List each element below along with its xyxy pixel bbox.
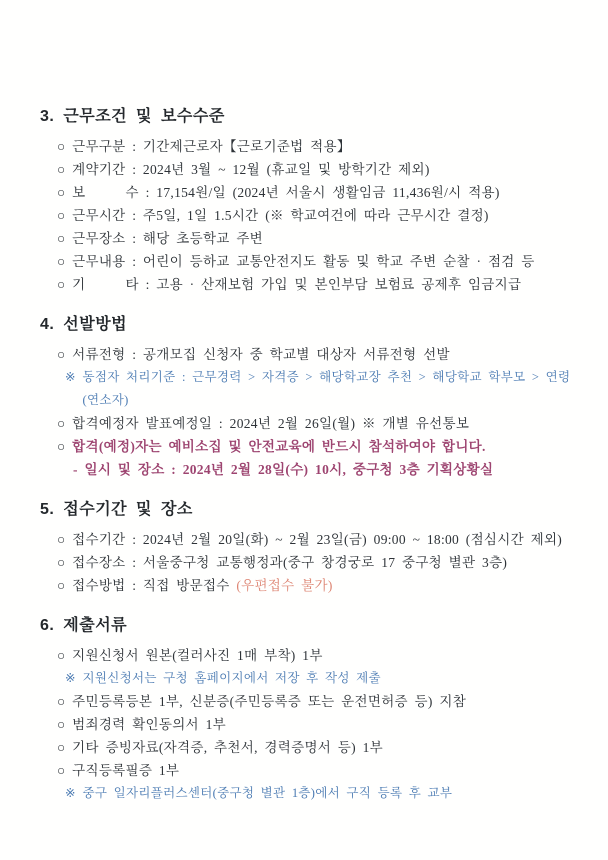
- line-text: 접수장소 : 서울중구청 교통행정과(중구 창경궁로 17 중구청 별관 3층): [72, 555, 508, 570]
- doc-line: [57, 181, 584, 204]
- doc-note-line: [65, 782, 584, 805]
- circle-bullet-icon: ○: [57, 162, 66, 177]
- section-title: 5. 접수기간 및 장소: [40, 501, 193, 518]
- doc-line: [57, 551, 584, 574]
- line-text: 구직등록필증 1부: [72, 763, 180, 778]
- doc-line: [57, 574, 584, 597]
- section-selection-method: [40, 314, 584, 481]
- circle-bullet-icon: ○: [57, 208, 66, 223]
- reference-mark-icon: ※: [65, 786, 76, 800]
- line-text: 합격(예정)자는 예비소집 및 안전교육에 반드시 참석하여야 합니다.: [72, 439, 486, 454]
- line-text: 동점자 처리기준 : 근무경력 > 자격증 > 해당학교장 추천 > 해당학교 학부모 > 연령(연소자): [82, 370, 571, 407]
- circle-bullet-icon: ○: [57, 555, 66, 570]
- doc-line: [57, 343, 584, 366]
- doc-note-line: [65, 366, 584, 412]
- line-text: 계약기간 : 2024년 3월 ~ 12월 (휴교일 및 방학기간 제외): [72, 162, 430, 177]
- line-text: 서류전형 : 공개모집 신청자 중 학교별 대상자 서류전형 선발: [72, 347, 450, 362]
- doc-line: [57, 412, 584, 435]
- doc-line: [57, 435, 584, 458]
- doc-line: [57, 644, 584, 667]
- doc-line: [57, 690, 584, 713]
- line-text: 접수방법 : 직접 방문접수: [72, 578, 237, 593]
- circle-bullet-icon: ○: [57, 231, 66, 246]
- line-text: 중구 일자리플러스센터(중구청 별관 1층)에서 구직 등록 후 교부: [82, 786, 453, 800]
- line-text: 근무구분 : 기간제근로자【근로기준법 적용】: [72, 139, 351, 154]
- doc-line: [57, 736, 584, 759]
- circle-bullet-icon: ○: [57, 578, 66, 593]
- circle-bullet-icon: ○: [57, 347, 66, 362]
- line-text: 일시 및 장소 : 2024년 2월 28일(수) 10시, 중구청 3층 기획상황실: [84, 462, 494, 477]
- circle-bullet-icon: ○: [57, 277, 66, 292]
- section-title: 3. 근무조건 및 보수수준: [40, 108, 225, 125]
- line-text-warning: (우편접수 불가): [236, 578, 333, 593]
- line-text: 기 타 : 고용 · 산재보험 가입 및 본인부담 보험료 공제후 임금지급: [72, 277, 522, 292]
- reference-mark-icon: ※: [65, 370, 76, 384]
- doc-line: [57, 204, 584, 227]
- circle-bullet-icon: ○: [57, 185, 66, 200]
- doc-note-line: [65, 667, 584, 690]
- line-text: 보 수 : 17,154원/일 (2024년 서울시 생활임금 11,436원/시 적용): [72, 185, 500, 200]
- line-text: 근무내용 : 어린이 등하교 교통안전지도 활동 및 학교 주변 순찰 · 점검 등: [72, 254, 535, 269]
- doc-line: [57, 528, 584, 551]
- line-text: 기타 증빙자료(자격증, 추천서, 경력증명서 등) 1부: [72, 740, 384, 755]
- circle-bullet-icon: ○: [57, 648, 66, 663]
- line-text: 지원신청서 원본(컬러사진 1매 부착) 1부: [72, 648, 323, 663]
- section-application-period: [40, 499, 584, 597]
- circle-bullet-icon: ○: [57, 416, 66, 431]
- section-submission-documents: [40, 615, 584, 805]
- reference-mark-icon: ※: [65, 671, 76, 685]
- doc-line: [57, 759, 584, 782]
- line-text: 범죄경력 확인동의서 1부: [72, 717, 226, 732]
- circle-bullet-icon: ○: [57, 763, 66, 778]
- doc-sub-line: [73, 458, 584, 481]
- circle-bullet-icon: ○: [57, 532, 66, 547]
- doc-line: [57, 135, 584, 158]
- circle-bullet-icon: ○: [57, 254, 66, 269]
- line-text: 합격예정자 발표예정일 : 2024년 2월 26일(월) ※ 개별 유선통보: [72, 416, 470, 431]
- line-text: 지원신청서는 구청 홈페이지에서 저장 후 작성 제출: [82, 671, 381, 685]
- section-title: 4. 선발방법: [40, 316, 128, 333]
- circle-bullet-icon: ○: [57, 439, 66, 454]
- circle-bullet-icon: ○: [57, 139, 66, 154]
- line-text: 근무시간 : 주5일, 1일 1.5시간 (※ 학교여건에 따라 근무시간 결정): [72, 208, 489, 223]
- line-text: 근무장소 : 해당 초등학교 주변: [72, 231, 263, 246]
- circle-bullet-icon: ○: [57, 694, 66, 709]
- circle-bullet-icon: ○: [57, 740, 66, 755]
- doc-line: [57, 250, 584, 273]
- doc-line: [57, 227, 584, 250]
- section-work-conditions: [40, 106, 584, 296]
- section-title: 6. 제출서류: [40, 617, 128, 634]
- doc-line: [57, 158, 584, 181]
- doc-line: [57, 713, 584, 736]
- doc-line: [57, 273, 584, 296]
- circle-bullet-icon: ○: [57, 717, 66, 732]
- line-text: 주민등록등본 1부, 신분증(주민등록증 또는 운전면허증 등) 지참: [72, 694, 467, 709]
- line-text: 접수기간 : 2024년 2월 20일(화) ~ 2월 23일(금) 09:00 ~ 18:00 (점심시간 제외): [72, 532, 563, 547]
- dash-bullet-icon: -: [73, 462, 78, 477]
